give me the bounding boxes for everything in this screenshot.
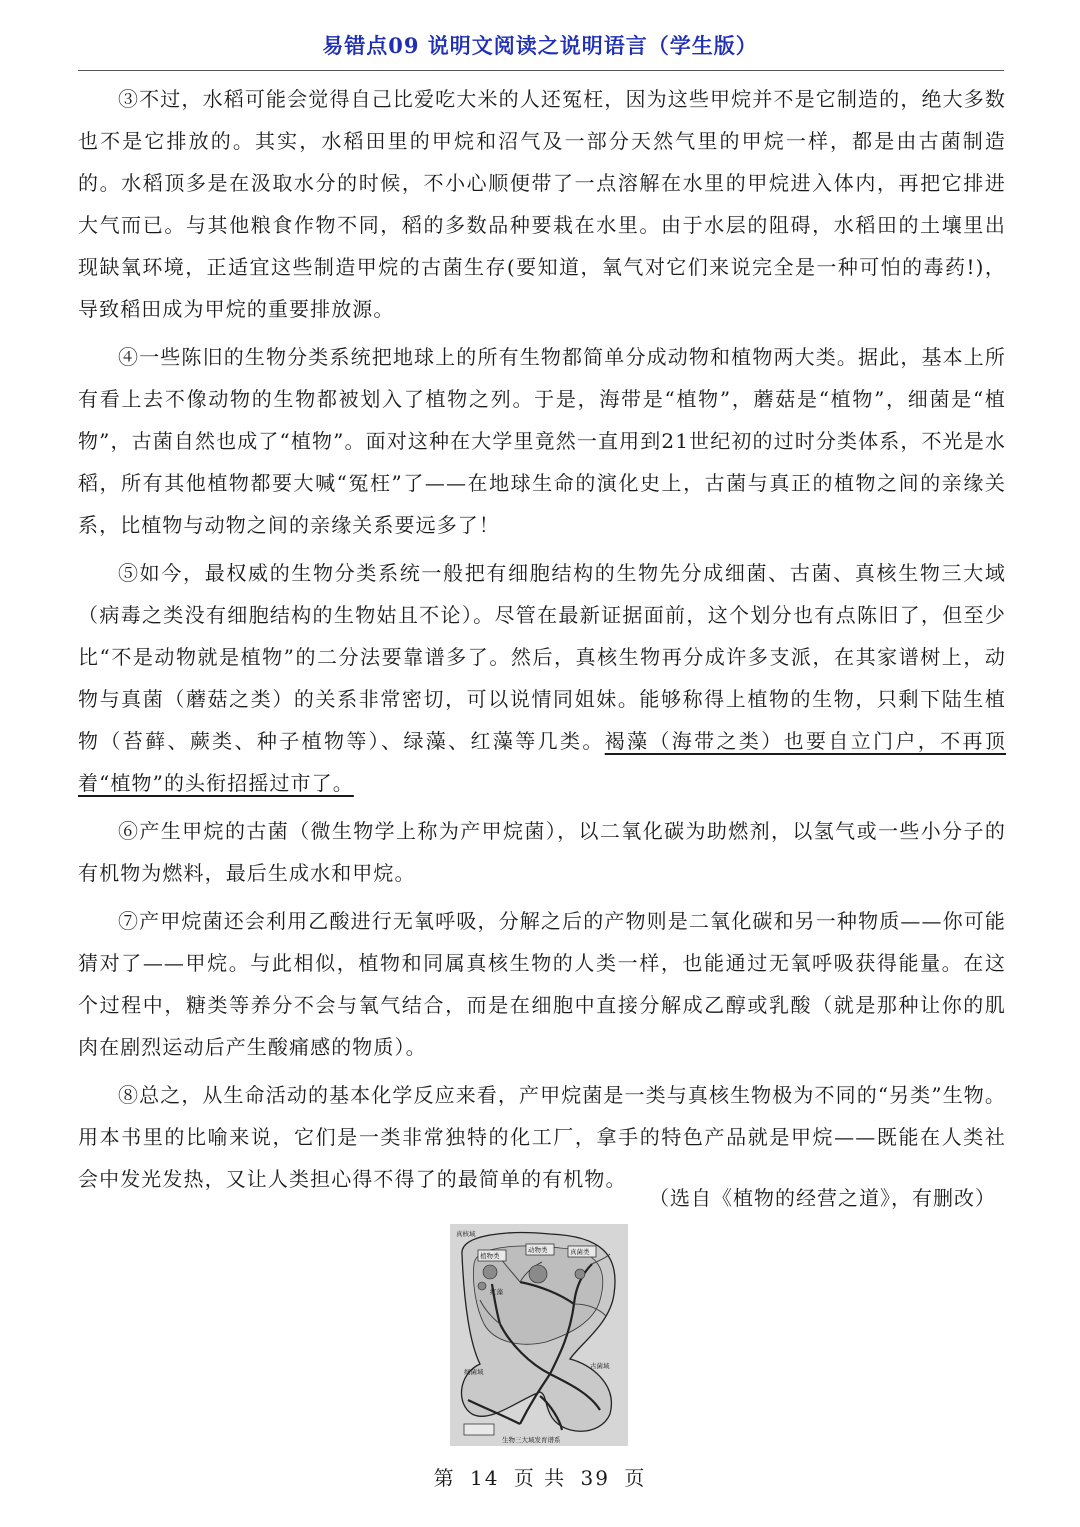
footer-suffix: 页 [624,1466,647,1490]
footer-middle: 页 共 [513,1466,567,1490]
paragraph-4: ④一些陈旧的生物分类系统把地球上的所有生物都简单分成动物和植物两大类。据此，基本上所有看上去不像动物的生物都被划入了植物之列。于是，海带是“植物”，蘑菇是“植物”，细菌是“植物”，古菌自然也成了“植物”。面对这种在大学里竟然一直用到21世纪初的过时分类体系，不光是水稻，所有其他植物都要大喊“冤枉”了——在地球生命的演化史上，古菌与真正的植物之间的亲缘关系，比植物与动物之间的亲缘关系要远多了！ [78,345,1006,537]
paragraph-5 [78,552,1006,804]
header-divider [78,70,1004,71]
label-red-algae: 红藻 [490,1288,503,1296]
source-citation: （选自《植物的经营之道》，有删改） [649,1186,996,1210]
label-fungi: 真菌类 [570,1248,590,1256]
paragraph-5-underlined-sentence: 褐藻（海带之类）也要自立门户，不再顶着“植物”的头衔招摇过市了。 [78,729,1006,795]
footer-page-number: 14 [470,1466,500,1490]
label-animals: 动物类 [528,1246,548,1254]
figure-caption: 生物三大域发育谱系 [502,1436,561,1444]
phylogeny-figure [450,1224,628,1446]
label-archaea: 古菌域 [590,1362,610,1370]
paragraph-8: ⑧总之，从生命活动的基本化学反应来看，产甲烷菌是一类与真核生物极为不同的“另类”生物。用本书里的比喻来说，它们是一类非常独特的化工厂，拿手的特色产品就是甲烷——既能在人类社会中发光发热，又让人类担心得不得了的最简单的有机物。 [78,1083,1006,1191]
phylogeny-diagram [450,1224,628,1446]
document-header-title: 易错点09 说明文阅读之说明语言（学生版） [322,33,758,58]
label-plants: 植物类 [480,1252,500,1260]
footer-total-pages: 39 [580,1466,610,1490]
article-body [78,78,1006,1206]
label-bacteria: 细菌域 [464,1368,484,1376]
page-footer [0,1462,1080,1491]
paragraph-3: ③不过，水稻可能会觉得自己比爱吃大米的人还冤枉，因为这些甲烷并不是它制造的，绝大多数也不是它排放的。其实，水稻田里的甲烷和沼气及一部分天然气里的甲烷一样，都是由古菌制造的。水稻顶多是在汲取水分的时候，不小心顺便带了一点溶解在水里的甲烷进入体内，再把它排进大气而已。与其他粮食作物不同，稻的多数品种要栽在水里。由于水层的阻碍，水稻田的土壤里出现缺氧环境，正适宜这些制造甲烷的古菌生存(要知道，氧气对它们来说完全是一种可怕的毒药!)，导致稻田成为甲烷的重要排放源。 [78,87,1006,321]
paragraph-5-text: ⑤如今，最权威的生物分类系统一般把有细胞结构的生物先分成细菌、古菌、真核生物三大域（病毒之类没有细胞结构的生物姑且不论）。尽管在最新证据面前，这个划分也有点陈旧了，但至少比“不是动物就是植物”的二分法要靠谱多了。然后，真核生物再分成许多支派，在其家谱树上，动物与真菌（蘑菇之类）的关系非常密切，可以说情同姐妹。能够称得上植物的生物，只剩下陆生植物（苔藓、蕨类、种子植物等）、绿藻、红藻等几类。 [78,561,1006,753]
paragraph-7: ⑦产甲烷菌还会利用乙酸进行无氧呼吸，分解之后的产物则是二氧化碳和另一种物质——你可能猜对了——甲烷。与此相似，植物和同属真核生物的人类一样，也能通过无氧呼吸获得能量。在这个过程中，糖类等养分不会与氧气结合，而是在细胞中直接分解成乙醇或乳酸（就是那种让你的肌肉在剧烈运动后产生酸痛感的物质）。 [78,909,1006,1059]
footer-prefix: 第 [433,1466,456,1490]
paragraph-6: ⑥产生甲烷的古菌（微生物学上称为产甲烷菌），以二氧化碳为助燃剂，以氢气或一些小分子的有机物为燃料，最后生成水和甲烷。 [78,819,1006,885]
label-eukarya: 真核域 [456,1230,476,1238]
